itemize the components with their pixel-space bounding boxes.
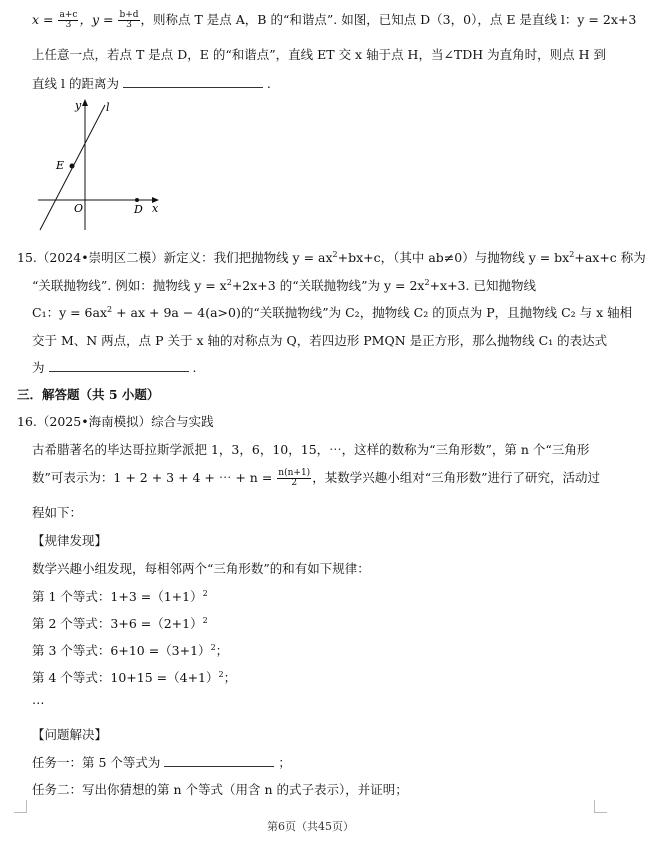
answer-blank[interactable] <box>164 754 274 767</box>
fraction-triangular: $\frac{n(n+1)}{2}$ <box>278 468 311 488</box>
q15-line-3: C₁：$y = 6ax^2$ + ax + 9a − 4(a>0)的“关联抛物线”为 C₂，抛物线 C₂ 的顶点为 P，且抛物线 C₂ 与 x 轴相 <box>32 304 633 320</box>
y-label: y <box>75 99 82 112</box>
q15-line-5: 为 . <box>32 360 197 375</box>
equation-4: 第 4 个等式：$10+15 =(4+1)^2$； <box>32 669 237 685</box>
equation-2: 第 2 个等式：$3+6 =(2+1)^2$ <box>32 615 208 631</box>
intro-line-2: 上任意一点，若点 T 是点 D，E 的“和谐点”，直线 ET 交 x 轴于点 H，当∠TDH 为直角时，则点 H 到 <box>32 47 606 62</box>
y-equals: ，y = <box>79 12 114 27</box>
fraction-b-d: $\frac{b+d}{3}$ <box>119 10 139 30</box>
intro-line-1 <box>32 10 636 30</box>
q15-line-1: 15.（2024•崇明区二模）新定义：我们把抛物线 $y = ax^2+bx+c$，（其中 ab≠0）与抛物线 $y = bx^2+ax+c$ 称为 <box>17 249 646 265</box>
ellipsis: ⋯ <box>32 695 45 710</box>
point-e <box>70 164 75 169</box>
y-axis-arrow <box>82 99 88 106</box>
section-heading: 三．解答题（共 5 小题） <box>17 387 160 402</box>
equation-3: 第 3 个等式：$6+10 =(3+1)^2$； <box>32 642 229 658</box>
x-equals: x = <box>32 12 54 27</box>
q16-head: 16.（2025•海南模拟）综合与实践 <box>17 414 214 429</box>
x-label: x <box>152 202 159 215</box>
fraction-a-c: $\frac{a+c}{3}$ <box>59 10 78 30</box>
coordinate-figure <box>30 95 180 235</box>
task-1: 任务一：第 5 个等式为 ； <box>32 755 291 770</box>
o-label: O <box>74 202 84 215</box>
point-d <box>135 198 139 202</box>
e-label: E <box>56 159 65 172</box>
equation-1: 第 1 个等式：$1+3 =(1+1)^2$ <box>32 588 208 604</box>
corner-mark-left <box>14 800 27 813</box>
rule-title: 【规律发现】 <box>32 533 108 548</box>
answer-blank[interactable] <box>49 359 189 372</box>
q16-para-1: 古希腊著名的毕达哥拉斯学派把 1，3，6，10，15，⋯，这样的数称为“三角形数”，第 n 个“三角形 <box>32 442 590 457</box>
corner-mark-right <box>594 800 607 813</box>
rule-text: 数学兴趣小组发现，每相邻两个“三角形数”的和有如下规律： <box>32 561 370 576</box>
d-label: D <box>134 203 143 216</box>
task-2: 任务二：写出你猜想的第 n 个等式（用含 n 的式子表示），并证明； <box>32 782 408 797</box>
intro-line-3: 直线 l 的距离为 . <box>32 76 271 91</box>
q16-para-3: 程如下： <box>32 505 83 520</box>
solve-title: 【问题解决】 <box>32 727 108 742</box>
l-label: l <box>106 101 110 114</box>
q15-line-2: “关联抛物线”. 例如：抛物线 $y = x^2+2x+3$ 的“关联抛物线”为 $y = 2x^2+x+3$. 已知抛物线 <box>32 277 536 293</box>
page-footer: 第6页（共45页） <box>267 820 354 833</box>
q15-line-4: 交于 M、N 两点，点 P 关于 x 轴的对称点为 Q，若四边形 PMQN 是正方形，那么抛物线 C₁ 的表达式 <box>32 333 608 348</box>
q16-para-2: 数”可表示为：1 + 2 + 3 + 4 + ⋯ + n = $\frac{n(n+1)}{2}$ ，某数学兴趣小组对“三角形数”进行了研究，活动过 <box>32 468 600 488</box>
intro-line-1-text: ，则称点 T 是点 A，B 的“和谐点”. 如图，已知点 D（3，0），点 E 是直线 l：y = 2x+3 <box>140 12 637 27</box>
answer-blank[interactable] <box>123 75 263 88</box>
